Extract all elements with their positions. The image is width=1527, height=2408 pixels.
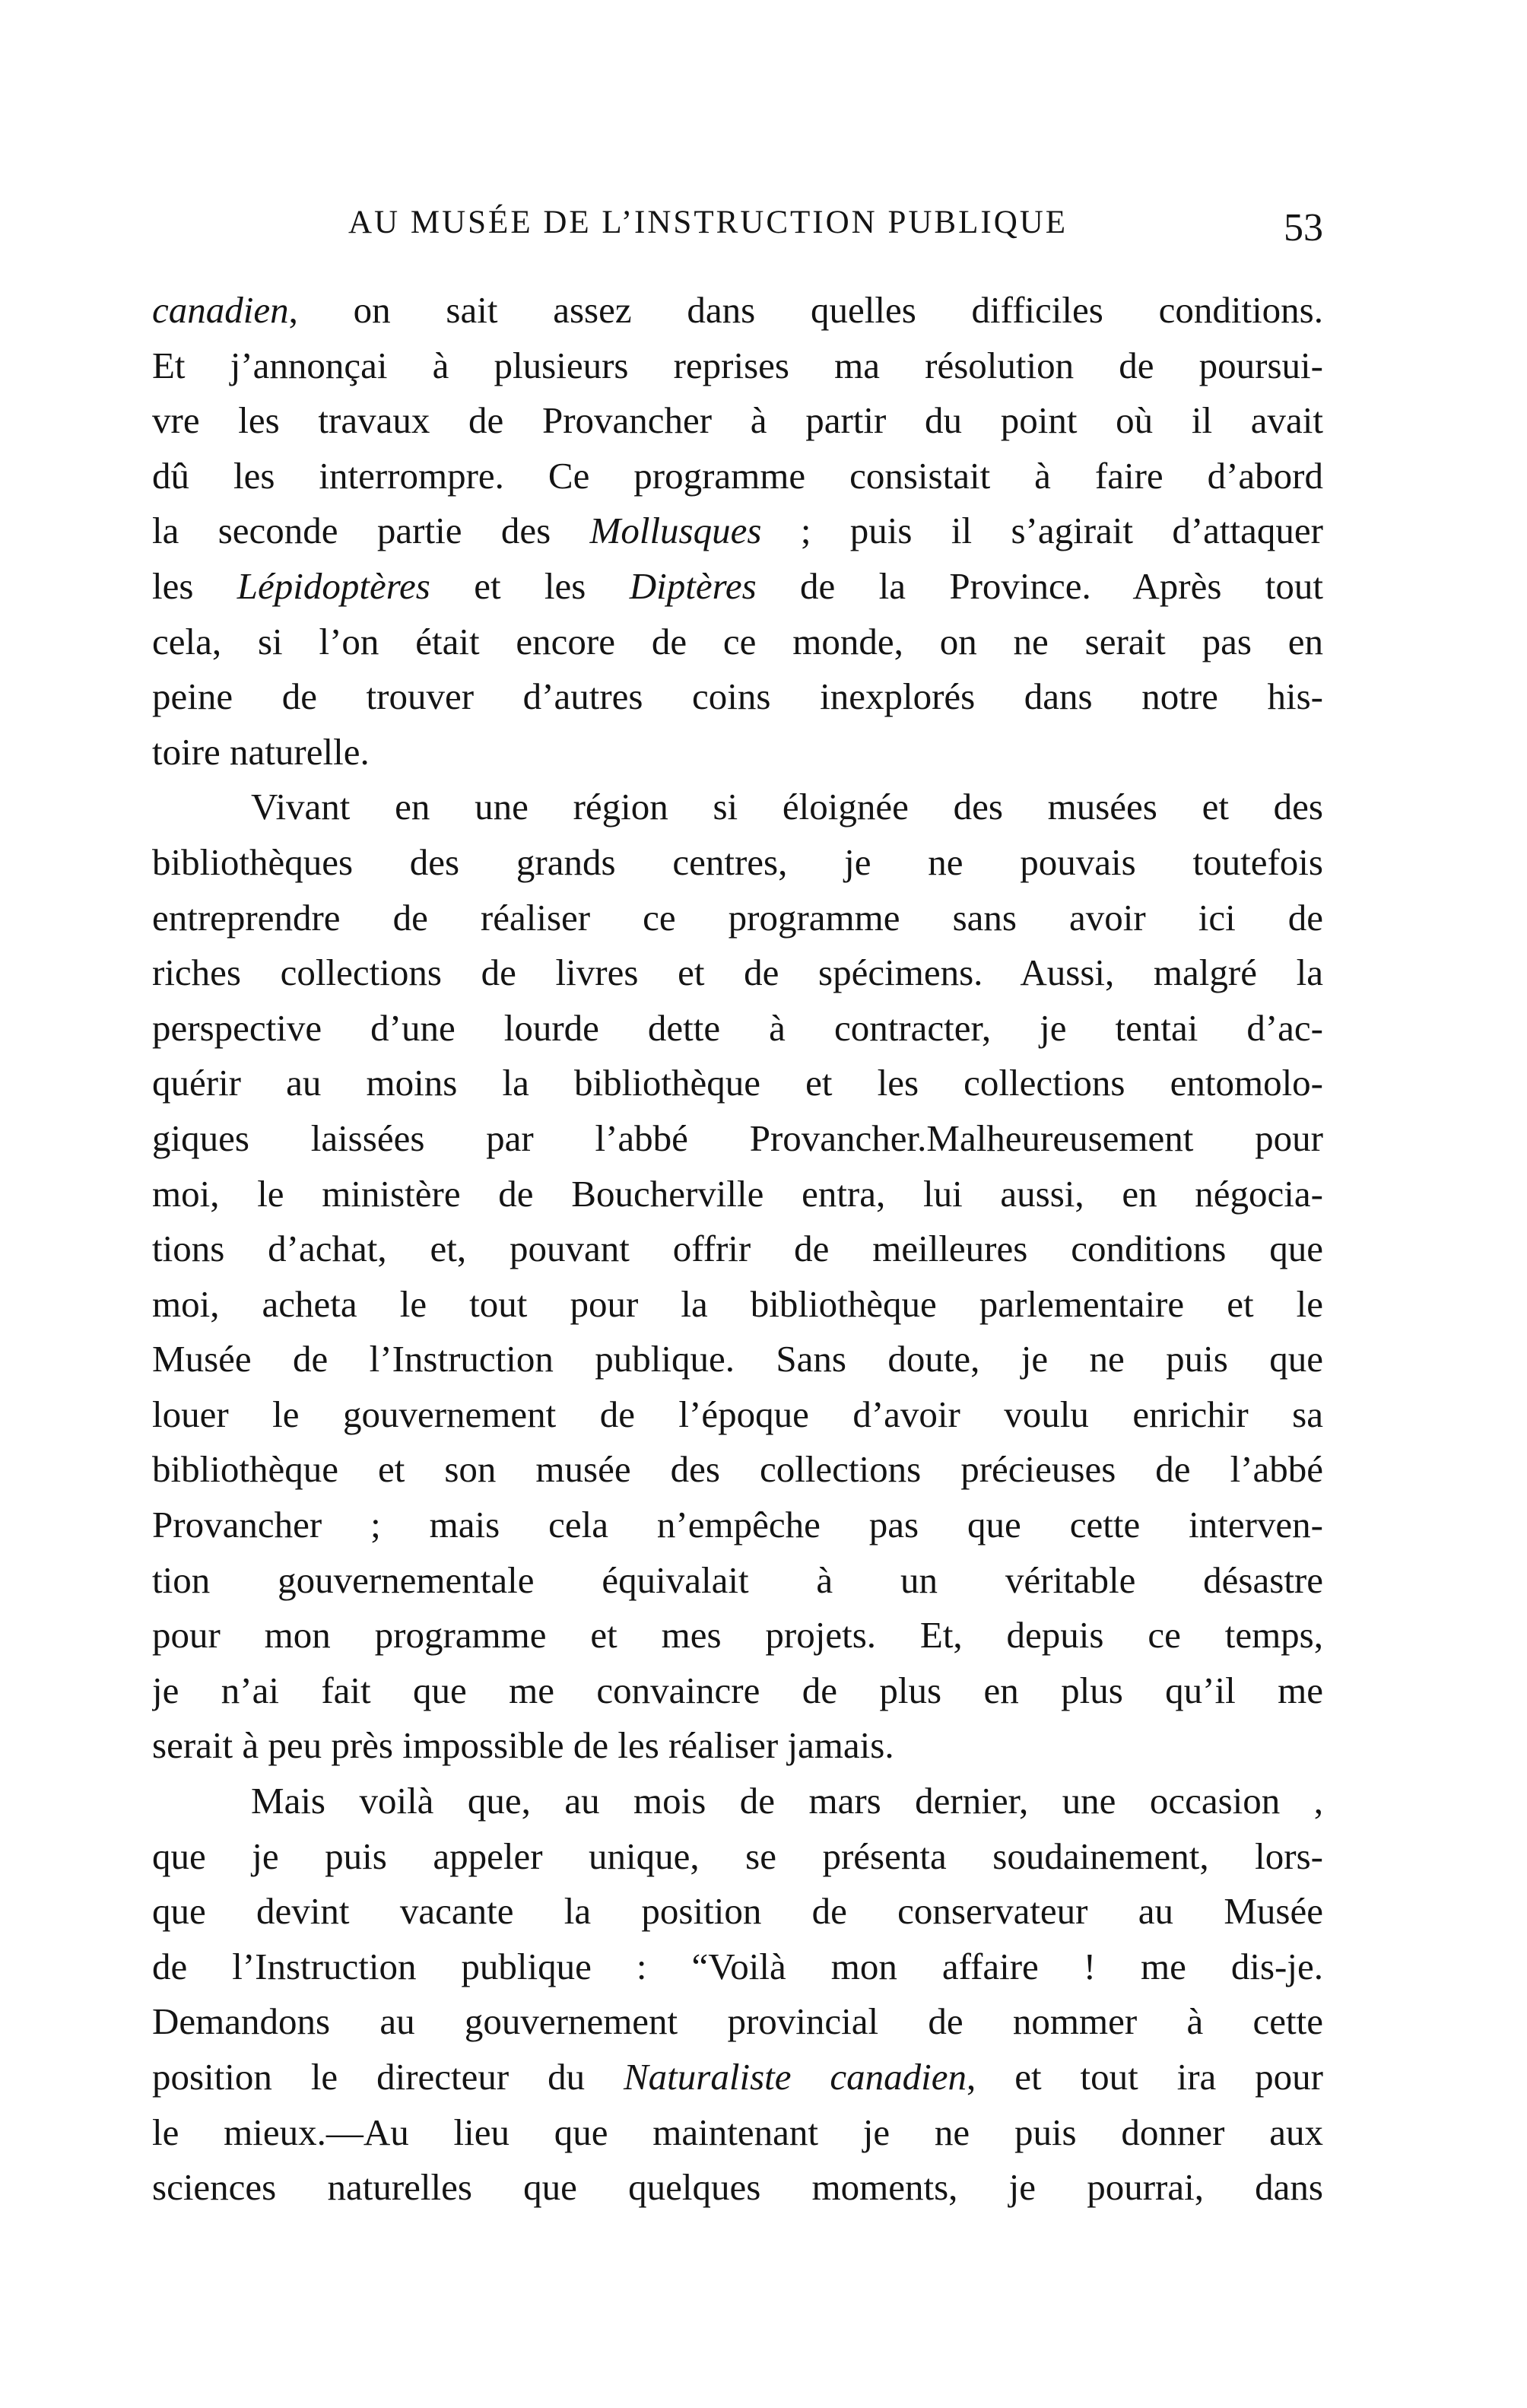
text-line — [152, 1001, 1323, 1056]
running-head: AU MUSÉE DE L’INSTRUCTION PUBLIQUE — [348, 205, 1068, 240]
text-line — [152, 1608, 1323, 1663]
text-segment: ; puis il s’agirait d’attaquer — [761, 510, 1323, 552]
text-line — [152, 1056, 1323, 1111]
text-segment: vre les travaux de Provancher à partir du point où il avait — [152, 399, 1323, 442]
text-segment: la seconde partie des — [152, 510, 590, 552]
text-segment: bibliothèques des grands centres, je ne pouvais toutefois — [152, 840, 1323, 883]
text-line — [152, 1221, 1323, 1277]
text-segment: serait à peu près impossible de les réaliser jamais. — [152, 1724, 894, 1767]
text-segment: dû les interrompre. Ce programme consistait à faire d’abord — [152, 454, 1323, 497]
text-line — [152, 1167, 1323, 1222]
body-text — [152, 283, 1323, 2216]
text-line — [152, 1884, 1323, 1939]
text-line — [152, 1277, 1323, 1333]
text-line — [152, 1829, 1323, 1885]
text-segment: peine de trouver d’autres coins inexplorés dans notre his- — [152, 675, 1323, 718]
text-segment: Musée de l’Instruction publique. Sans doute, je ne puis que — [152, 1338, 1323, 1380]
text-line — [152, 2160, 1323, 2216]
text-segment: tions d’achat, et, pouvant offrir de meilleures conditions que — [152, 1228, 1323, 1270]
text-line — [152, 2105, 1323, 2161]
text-segment: et les — [430, 564, 630, 607]
text-line — [152, 559, 1323, 615]
text-line — [152, 725, 1323, 780]
text-segment: cela, si l’on était encore de ce monde, on ne serait pas en — [152, 620, 1323, 662]
text-segment: riches collections de livres et de spécimens. Aussi, malgré la — [152, 951, 1323, 994]
text-line — [152, 1442, 1323, 1498]
italic-text-segment: Lépidoptères — [237, 564, 430, 607]
text-line — [152, 393, 1323, 449]
italic-text-segment: Mollusques — [589, 510, 762, 552]
text-line — [152, 1553, 1323, 1609]
text-segment: quérir au moins la bibliothèque et les collections entomolo- — [152, 1062, 1323, 1104]
italic-text-segment: Naturaliste canadien — [624, 2056, 967, 2098]
text-line — [152, 1718, 1323, 1774]
text-line — [152, 835, 1323, 891]
text-segment: pour mon programme et mes projets. Et, depuis ce temps, — [152, 1614, 1323, 1657]
text-line — [152, 504, 1323, 559]
text-segment: entreprendre de réaliser ce programme sans avoir ici de — [152, 896, 1323, 939]
text-segment: , et tout ira pour — [967, 2056, 1323, 2098]
text-segment: giques laissées par l’abbé Provancher.Malheureusement pour — [152, 1117, 1323, 1159]
text-segment: Demandons au gouvernement provincial de nommer à cette — [152, 2000, 1323, 2043]
text-segment: moi, le ministère de Boucherville entra, lui aussi, en négocia- — [152, 1172, 1323, 1215]
text-segment: que devint vacante la position de conservateur au Musée — [152, 1890, 1323, 1933]
text-segment: , on sait assez dans quelles difficiles conditions. — [288, 289, 1323, 331]
text-line — [152, 669, 1323, 725]
text-segment: de la Province. Après tout — [756, 564, 1323, 607]
text-line — [152, 1663, 1323, 1719]
text-line — [152, 1939, 1323, 1995]
text-segment: moi, acheta le tout pour la bibliothèque parlementaire et le — [152, 1282, 1323, 1325]
text-segment: que je puis appeler unique, se présenta soudainement, lors- — [152, 1835, 1323, 1877]
text-line — [152, 338, 1323, 394]
text-segment: Mais voilà que, au mois de mars dernier, une occasion , — [251, 1780, 1323, 1822]
text-line — [152, 1332, 1323, 1387]
text-segment: Et j’annonçai à plusieurs reprises ma résolution de poursui- — [152, 344, 1323, 386]
text-line — [152, 1774, 1323, 1829]
text-segment: Vivant en une région si éloignée des musées et des — [251, 786, 1323, 828]
text-segment: louer le gouvernement de l’époque d’avoir voulu enrichir sa — [152, 1393, 1323, 1435]
page-number: 53 — [1284, 206, 1323, 249]
text-line — [152, 283, 1323, 338]
text-segment: tion gouvernementale équivalait à un véritable désastre — [152, 1558, 1323, 1601]
text-line — [152, 2050, 1323, 2105]
text-line — [152, 1994, 1323, 2050]
text-segment: toire naturelle. — [152, 730, 370, 773]
text-segment: de l’Instruction publique : “Voilà mon affaire ! me dis-je. — [152, 1945, 1323, 1987]
text-line — [152, 945, 1323, 1001]
text-segment: je n’ai fait que me convaincre de plus en plus qu’il me — [152, 1669, 1323, 1711]
page-header — [152, 204, 1323, 257]
text-line — [152, 449, 1323, 504]
text-segment: bibliothèque et son musée des collections précieuses de l’abbé — [152, 1448, 1323, 1491]
text-segment: le mieux.—Au lieu que maintenant je ne puis donner aux — [152, 2111, 1323, 2153]
text-line — [152, 891, 1323, 946]
text-segment: les — [152, 564, 237, 607]
text-line — [152, 1111, 1323, 1167]
text-line — [152, 1387, 1323, 1443]
text-line — [152, 615, 1323, 670]
italic-text-segment: canadien — [152, 289, 289, 331]
text-segment: Provancher ; mais cela n’empêche pas que cette interven- — [152, 1504, 1323, 1546]
text-line — [152, 1498, 1323, 1553]
text-line — [152, 780, 1323, 835]
text-segment: sciences naturelles que quelques moments, je pourrai, dans — [152, 2166, 1323, 2209]
text-segment: perspective d’une lourde dette à contracter, je tentai d’ac- — [152, 1006, 1323, 1049]
italic-text-segment: Diptères — [629, 564, 757, 607]
text-segment: position le directeur du — [152, 2056, 624, 2098]
